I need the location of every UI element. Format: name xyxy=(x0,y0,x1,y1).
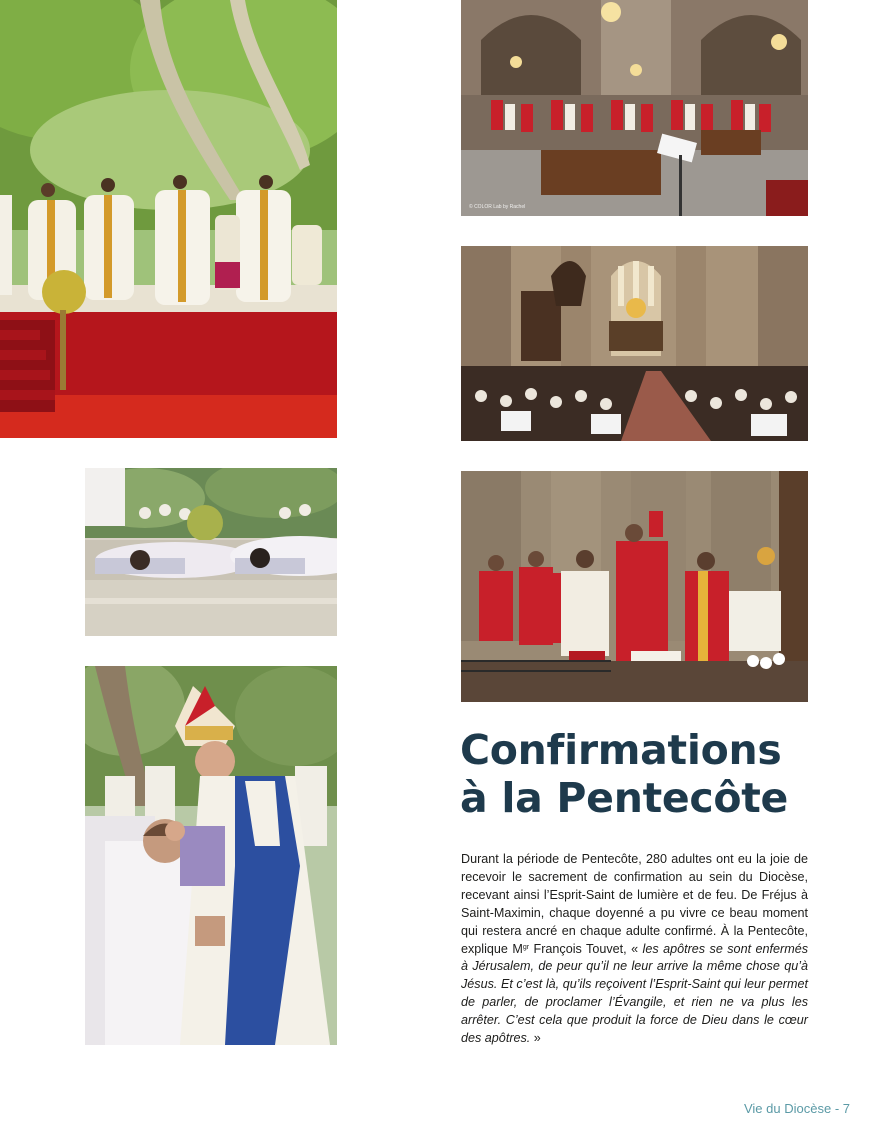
article-title xyxy=(460,726,870,822)
photo-credit: © COLOR Lab by Rachel xyxy=(469,204,526,210)
footer-section-name: Vie du Diocèse xyxy=(743,1101,832,1116)
photo-bishop-laying-hands xyxy=(85,666,337,1045)
article-body-end: » xyxy=(530,1031,541,1046)
article-body xyxy=(461,851,808,1048)
photo-cathedral-nave xyxy=(461,246,808,441)
photo-prostration xyxy=(85,468,337,636)
article-title-line-2: à la Pentecôte xyxy=(460,774,789,822)
photo-confirmation-ceremony xyxy=(461,471,808,702)
page-footer xyxy=(744,1101,850,1116)
footer-page-number: 7 xyxy=(842,1101,850,1116)
article-body-intro: Durant la période de Pentecôte, 280 adultes ont eu la joie de recevoir le sacrement de confirmation au sein du Diocèse, recevant ainsi l’Esprit-Saint de lumière et de feu. De Fréjus à Saint-Maximin, chaque doyenné a pu vivre ce beau moment qui restera ancré en chaque adulte confirmé. À la Pentecôte, explique M xyxy=(461,852,808,956)
article-quote: les apôtres se sont enfermés à Jérusalem, de peur qu’il ne leur arrive la même chose qu’à Jésus. Et c’est là, qu’ils reçoivent l’Esprit-Saint qui leur permet de parler, de proclamer l’Évangile, et rien ne va plus les arrêter. C’est cela que produit la force de Dieu dans le cœur des apôtres. xyxy=(461,941,809,1046)
footer-separator: - xyxy=(831,1101,843,1116)
photo-basilica-interior xyxy=(461,0,808,216)
article-body-speaker: François Touvet, « xyxy=(529,941,643,956)
photo-outdoor-ordination xyxy=(0,0,337,438)
article-title-line-1: Confirmations xyxy=(460,726,782,774)
honorific-superscript: gr xyxy=(522,943,530,951)
